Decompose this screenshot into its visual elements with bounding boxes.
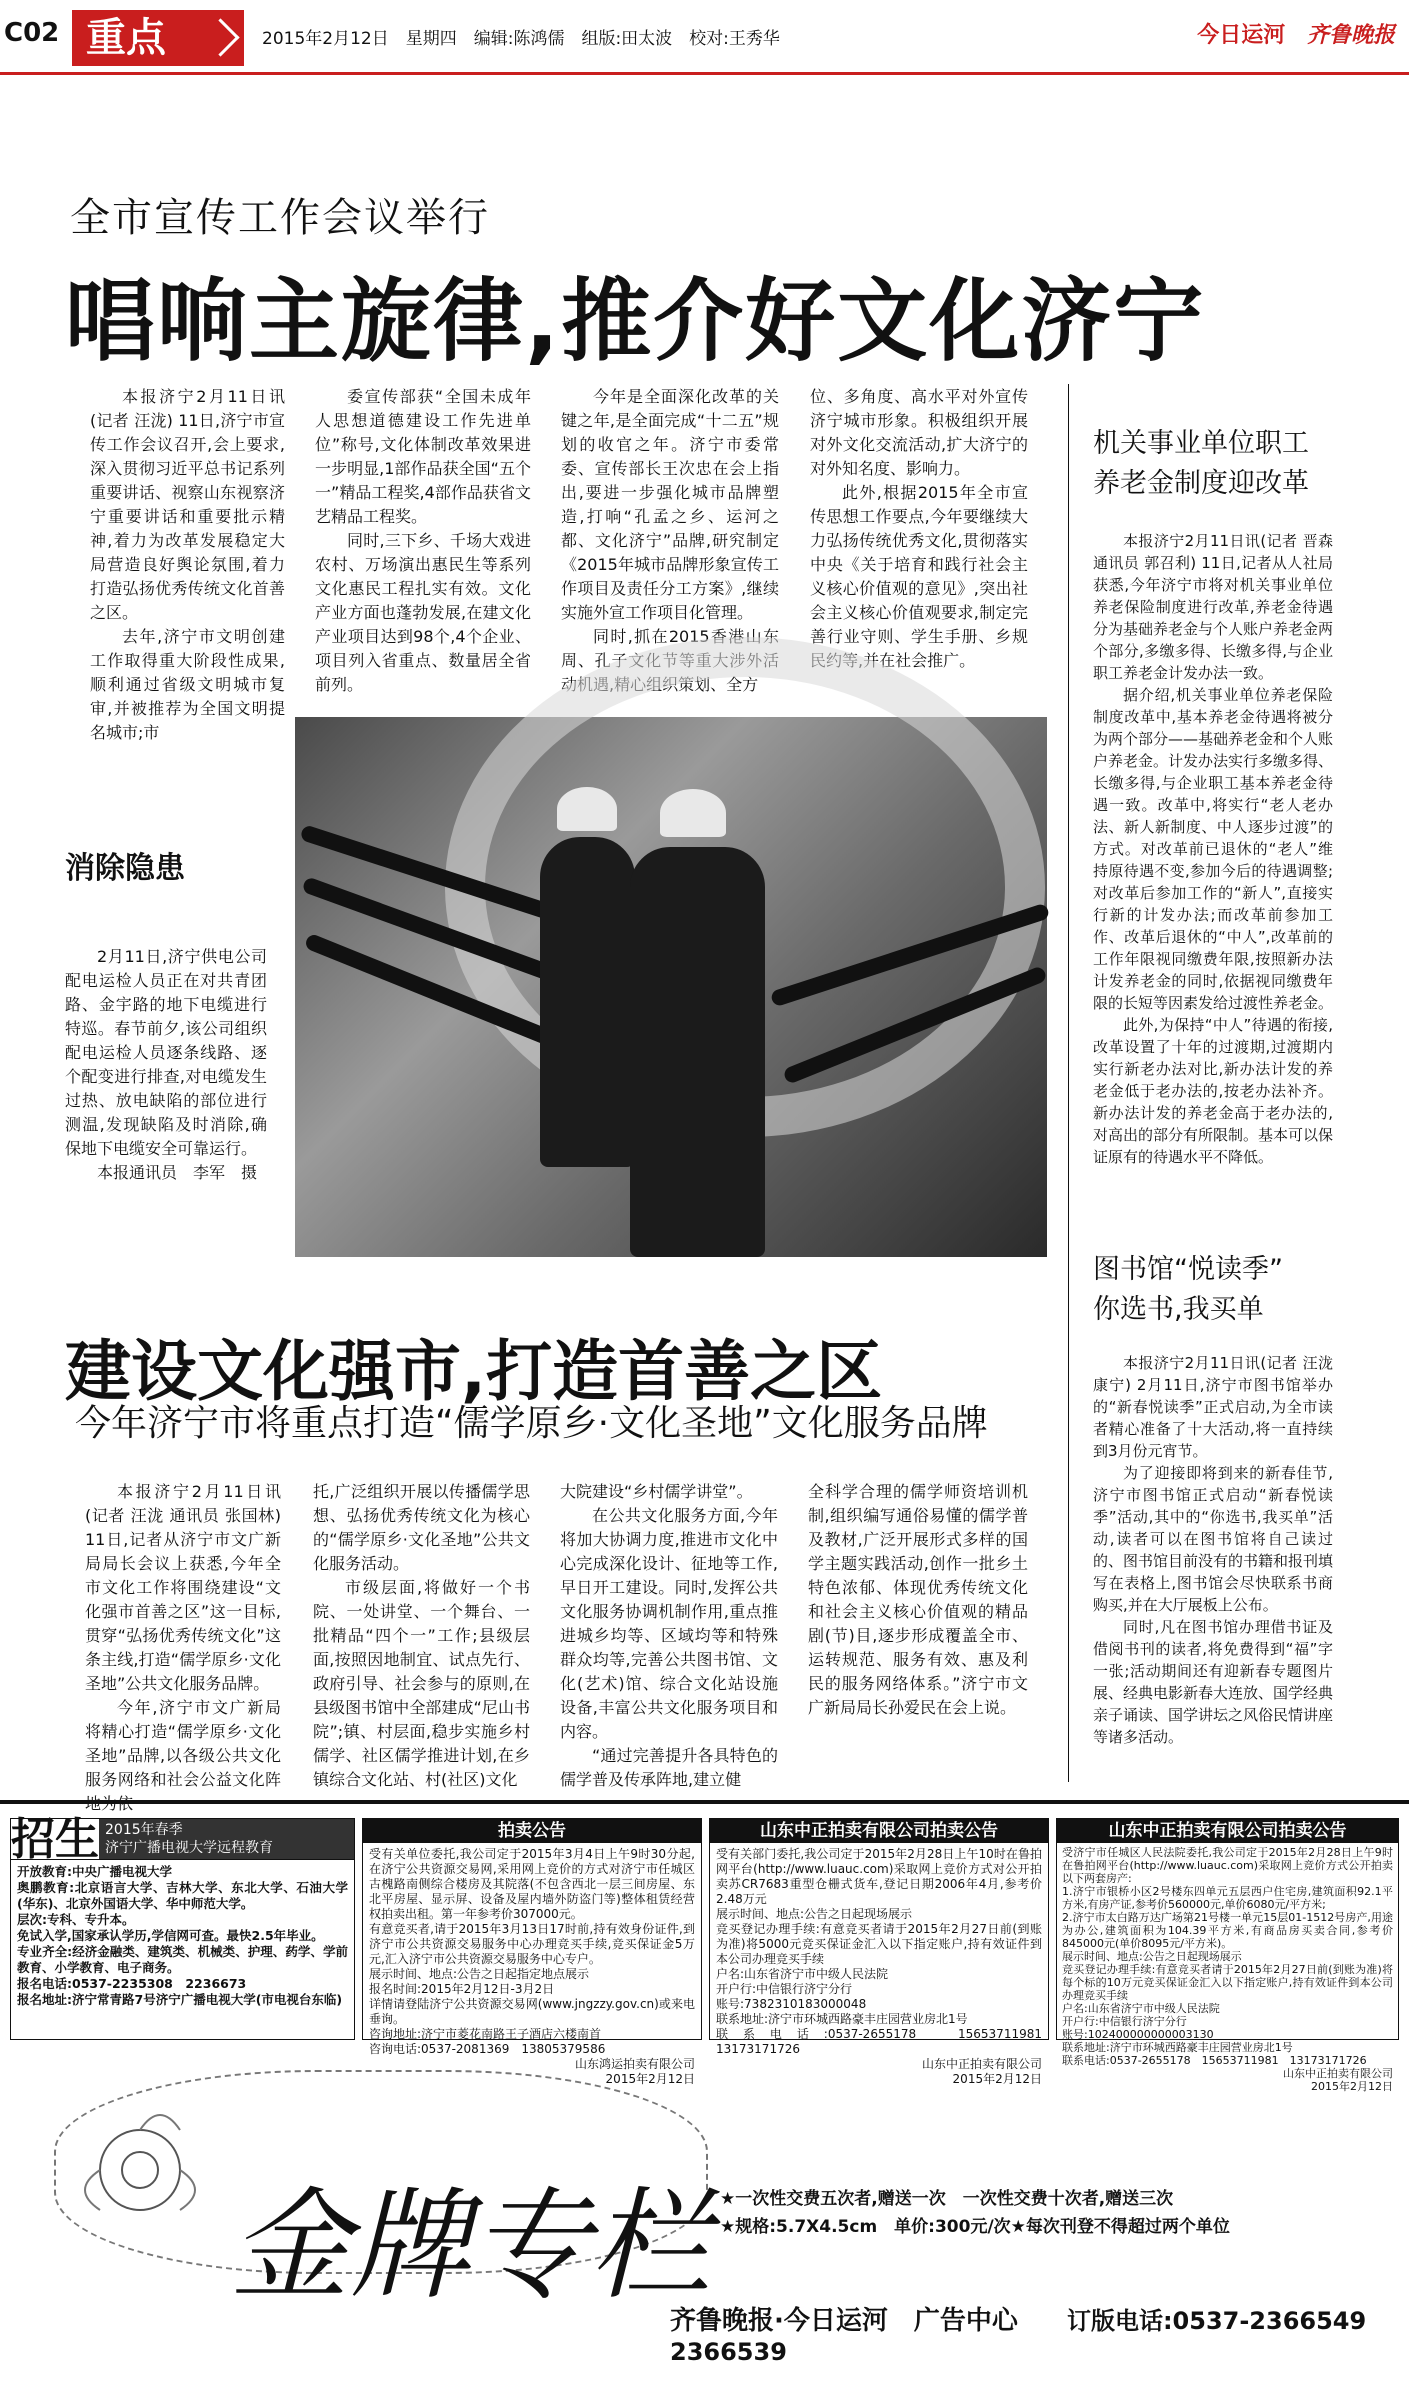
auction-line: 详情请登陆济宁公共资源交易网(www.jngzzy.gov.cn)或来电垂询。 xyxy=(369,1997,695,2026)
auction-signoff: 山东中正拍卖有限公司 xyxy=(1283,2067,1393,2080)
paragraph: 大院建设“乡村儒学讲堂”。 xyxy=(560,1482,753,1501)
auction-line: 展示时间、地点:公告之日起指定地点展示 xyxy=(369,1967,590,1981)
library-title-line-1: 图书馆“悦读季” xyxy=(1093,1254,1283,1285)
lead-col-4 xyxy=(810,385,1028,673)
lead-headline: 唱响主旋律,推介好文化济宁 xyxy=(65,269,1206,374)
auction-line: 户名:山东省济宁市中级人民法院 xyxy=(1062,2002,1220,2015)
paragraph: 本报济宁2月11日讯(记者 汪泷) 11日,济宁市宣传工作会议召开,会上要求,深入贯彻习近平总书记系列重要讲话、视察山东视察济宁重要讲话和重要批示精神,着力为改革发展稳定大局营造良好舆论氛围,着力打造弘扬优秀传统文化首善之区。 xyxy=(90,387,285,622)
auction-ad-1 xyxy=(362,1818,702,2086)
auction-line: 联系地址:济宁市环城西路豪丰庄园营业房北1号 xyxy=(716,2012,968,2026)
paragraph: 市级层面,将做好一个书院、一处讲堂、一个舞台、一批精品“四个一”工作;县级层面,按照因地制宜、试点先行、政府引导、社会参与的原则,在县级图书馆中全部建成“尼山书院”;镇、村层面,稳步实施乡村儒学、社区儒学推进计划,在乡镇综合文化站、村(社区)文化 xyxy=(313,1578,530,1789)
recruit-ad xyxy=(10,1813,355,2040)
photo-helmet xyxy=(660,789,726,837)
culture-col-2 xyxy=(313,1480,530,1792)
jinpai-offer-line: ★一次性交费五次者,赠送一次 一次性交费十次者,赠送三次 xyxy=(720,2189,1174,2209)
library-title-line-2: 你选书,我买单 xyxy=(1093,1294,1264,1325)
auction-1-body xyxy=(363,1843,701,2091)
culture-col-1 xyxy=(85,1480,281,1816)
culture-headline: 建设文化强市,打造首善之区 xyxy=(65,1333,883,1410)
chevron-right-icon xyxy=(201,18,239,56)
paragraph: 位、多角度、高水平对外宣传济宁城市形象。积极组织开展对外文化交流活动,扩大济宁的对外知名度、影响力。 xyxy=(810,387,1028,478)
auction-line: 受有关单位委托,我公司定于2015年3月4日上午9时30分起,在济宁公共资源交易网,采用网上竞价的方式对济宁市任城区古槐路南侧综合楼房及其院落(不包含西北一层三间房屋、东北平房屋、显示屏、设备及屋内墙外防盗门等)整体租赁经营权拍卖出租。第一年参考价307000元。 xyxy=(369,1847,695,1921)
paragraph: 托,广泛组织开展以传播儒学思想、弘扬优秀传统文化为核心的“儒学原乡·文化圣地”公共文化服务活动。 xyxy=(313,1482,530,1573)
auction-line: 账号:102400000000003130 xyxy=(1062,2028,1214,2041)
newspaper-logo: 齐鲁晚报 xyxy=(1306,22,1395,48)
photo-credit: 本报通讯员 李军 摄 xyxy=(97,1163,258,1182)
paragraph: 此外,根据2015年全市宣传思想工作要点,今年要继续大力弘扬传统优秀文化,贯彻落实中央《关于培育和践行社会主义核心价值观的意见》,突出社会主义核心价值观要求,制定完善行业守则、学生手册、乡规民约等,并在社会推广。 xyxy=(810,483,1028,670)
paragraph: 本报济宁2月11日讯(记者 汪泷 通讯员 张国林) 11日,记者从济宁市文广新局局长会议上获悉,今年全市文化工作将围绕建设“文化强市首善之区”这一目标,贯穿“弘扬优秀传统文化”这条主线,打造“儒学原乡·文化圣地”公共文化服务品牌。 xyxy=(85,1482,281,1693)
paragraph: 同时,凡在图书馆办理借书证及借阅书刊的读者,将免费得到“福”字一张;活动期间还有迎新春专题图片展、经典电影新春大连放、国学经典亲子诵读、国学讲坛之风俗民情讲座等诸多活动。 xyxy=(1093,1618,1334,1746)
paragraph: 同时,三下乡、千场大戏进农村、万场演出惠民生等系列文化惠民工程扎实有效。文化产业方面也蓬勃发展,在建文化产业项目达到98个,4个企业、项目列入省重点、数量居全省前列。 xyxy=(315,531,531,694)
jinpai-calligraphy: 金牌专栏 xyxy=(230,2177,710,2316)
section-label-text: 重点 xyxy=(86,15,166,61)
paragraph: 本报济宁2月11日讯(记者 汪泷 康宁) 2月11日,济宁市图书馆举办的“新春悦读季”正式启动,为全市读者精心准备了十大活动,将一直持续到3月份元宵节。 xyxy=(1093,1354,1333,1460)
paragraph: 为了迎接即将到来的新春佳节,济宁市图书馆正式启动“新春悦读季”活动,其中的“你选书,我买单”活动,读者可以在图书馆将自己读过的、图书馆目前没有的书籍和报刊填写在表格上,图书馆会尽快联系书商购买,并在大厅展板上公布。 xyxy=(1093,1464,1334,1614)
paragraph: 全科学合理的儒学师资培训机制,组织编写通俗易懂的儒学普及教材,广泛开展形式多样的国学主题实践活动,创作一批乡土特色浓郁、体现优秀传统文化和社会主义核心价值观的精品剧(节)目,逐步形成覆盖全市、运转规范、服务有效、惠及利民的服务网络体系。”济宁市文广新局局长孙爱民在会上说。 xyxy=(808,1482,1028,1717)
paragraph: 今年是全面深化改革的关键之年,是全面完成“十二五”规划的收官之年。济宁市委常委、宣传部长王次忠在会上指出,要进一步强化城市品牌塑造,打响“孔孟之乡、运河之都、文化济宁”品牌,研究制定《2015年城市品牌形象宣传工作项目及责任分工方案》,继续实施外宣工作项目化管理。 xyxy=(561,387,779,622)
flower-decoration-icon xyxy=(60,2090,220,2260)
recruit-body xyxy=(11,1860,354,2012)
auction-line: 展示时间、地点:公告之日起现场展示 xyxy=(1062,1950,1242,1963)
paragraph: 今年,济宁市文广新局将精心打造“儒学原乡·文化圣地”品牌,以各级公共文化服务网络和社会公益文化阵 xyxy=(85,1698,281,1789)
auction-date: 2015年2月12日 xyxy=(605,2072,695,2086)
auction-signoff: 山东中正拍卖有限公司 xyxy=(921,2057,1042,2071)
recruit-season: 2015年春季 xyxy=(105,1822,183,1838)
auction-ad-2 xyxy=(709,1818,1055,2086)
header-right-tag: 今日运河 xyxy=(1197,23,1286,48)
auction-line: 受有关部门委托,我公司定于2015年2月28日上午10时在鲁拍网平台(http://www.luauc.com)采取网上竞价方式对公开拍卖苏CR7683重型仓栅式货车,登记日期2006年4月,参考价2.48万元 xyxy=(716,1847,1042,1906)
photo-helmet xyxy=(557,787,617,831)
paragraph: 据介绍,机关事业单位养老保险制度改革中,基本养老金待遇将被分为两个部分——基础养老金和个人账户养老金。计发办法实行多缴多得、长缴多得,与企业职工基本养老金待遇一致。改革中,将实行“老人老办法、新人新制度、中人逐步过渡”的方式。对改革前已退休的“老人”维持原待遇不变,参加今后的待遇调整;对改革后参加工作的“新人”,直接实行新的计发办法;而改革前参加工作、改革后退休的“中人”,改革前的工作年限视同缴费年限,按照新办法计发养老金的同时,依据视同缴费年限的长短等因素发给过渡性养老金。 xyxy=(1093,686,1334,1012)
auction-2-body xyxy=(710,1843,1055,2091)
auction-1-title: 拍卖公告 xyxy=(363,1819,701,1843)
culture-subhead: 今年济宁市将重点打造“儒学原乡·文化圣地”文化服务品牌 xyxy=(75,1403,988,1444)
pension-title-line-2: 养老金制度迎改革 xyxy=(1093,468,1309,499)
culture-col-4 xyxy=(808,1480,1028,1720)
recruit-line: 报名电话:0537-2235308 2236673 xyxy=(17,1976,247,1991)
auction-date: 2015年2月12日 xyxy=(952,2072,1042,2086)
recruit-banner xyxy=(99,1819,354,1859)
recruit-line: 层次:专科、专升本。 xyxy=(17,1912,135,1927)
auction-ad-3 xyxy=(1056,1818,1399,2093)
recruit-big-label: 招生 xyxy=(11,1813,99,1865)
auction-3-title: 山东中正拍卖有限公司拍卖公告 xyxy=(1057,1819,1398,1843)
recruit-line: 奥鹏教育:北京语言大学、吉林大学、东北大学、石油大学(华东)、北京外国语大学、华中师范大学。 xyxy=(17,1880,348,1911)
lead-col-2 xyxy=(315,385,531,697)
auction-line: 竞买登记办理手续:有意竞买者请于2015年2月27日前(到账为准)将每个标的10万元竞买保证金汇入以下指定账户,持有效证件到本公司办理竞买手续 xyxy=(1062,1963,1393,2002)
paragraph: 委宣传部获“全国未成年人思想道德建设工作先进单位”称号,文化体制改革效果进一步明显,1部作品获全国“五个一”精品工程奖,4部作品获省文艺精品工程奖。 xyxy=(315,387,531,526)
paragraph: 2月11日,济宁供电公司配电运检人员正在对共青团路、金宇路的地下电缆进行特巡。春节前夕,该公司组织配电运检人员逐条线路、逐个配变进行排查,对电缆发生过热、放电缺陷的部位进行测温,发现缺陷及时消除,确保地下电缆安全可靠运行。 xyxy=(65,947,267,1158)
recruit-line: 免试入学,国家承认学历,学信网可查。最快2.5年毕业。 xyxy=(17,1928,324,1943)
paragraph: 在公共文化服务方面,今年将加大协调力度,推进市文化中心完成深化设计、征地等工作,早日开工建设。同时,发挥公共文化服务协调机制作用,重点推进城乡均等、区域均等和特殊群众均等,完善公共图书馆、文化(艺术)馆、综合文化站设施设备,丰富公共文化服务项目和内容。 xyxy=(560,1506,778,1741)
auction-line: 报名时间:2015年2月12日-3月2日 xyxy=(369,1982,555,1996)
photo-title: 消除隐患 xyxy=(65,851,185,886)
auction-line: 受济宁市任城区人民法院委托,我公司定于2015年2月28日上午9时在鲁拍网平台(http://www.luauc.com)采取网上竞价方式公开拍卖以下两套房产: xyxy=(1062,1846,1393,1885)
header-right xyxy=(1197,18,1395,49)
auction-line: 户名:山东省济宁市中级人民法院 xyxy=(716,1967,889,1981)
auction-line: 联系电话:0537-2655178 15653711981 13173171726 xyxy=(716,2027,1055,2056)
page-number: C02 xyxy=(4,18,60,48)
recruit-line: 报名地址:济宁常青路7号济宁广播电视大学(市电视台东临) xyxy=(17,1992,343,2007)
paragraph: 同时,抓在2015香港山东周、孔子文化节等重大涉外活动机遇,精心组织策划、全方 xyxy=(561,627,779,694)
auction-line: 联系地址:济宁市环城西路豪丰庄园营业房北1号 xyxy=(1062,2041,1293,2054)
library-body xyxy=(1093,1352,1333,1748)
photo-worker xyxy=(540,837,635,1167)
pension-title xyxy=(1093,424,1309,504)
auction-line: 1.济宁市银桥小区2号楼东四单元五层西户住宅房,建筑面积92.1平方米,有房产证,参考价560000元,单价6080元/平方米; xyxy=(1062,1885,1393,1911)
auction-3-body xyxy=(1057,1843,1398,2096)
section-label xyxy=(72,10,244,66)
lead-kicker: 全市宣传工作会议举行 xyxy=(70,195,490,241)
auction-line: 联系电话:0537-2655178 15653711981 13173171726 xyxy=(1062,2054,1367,2067)
auction-line: 账号:7382310183000048 xyxy=(716,1997,867,2011)
jinpai-offers xyxy=(720,2185,1380,2241)
auction-line: 开户行:中信银行济宁分行 xyxy=(716,1982,853,1996)
issue-meta: 2015年2月12日 星期四 编辑:陈鸿儒 组版:田太波 校对:王秀华 xyxy=(262,29,780,49)
auction-2-title: 山东中正拍卖有限公司拍卖公告 xyxy=(710,1819,1048,1843)
recruit-line: 开放教育:中央广播电视大学 xyxy=(17,1864,172,1879)
ad-center-name: 齐鲁晚报·今日运河 广告中心 xyxy=(670,2306,1018,2336)
auction-line: 开户行:中信银行济宁分行 xyxy=(1062,2015,1187,2028)
auction-line: 展示时间、地点:公告之日起现场展示 xyxy=(716,1907,913,1921)
ads-rule xyxy=(0,1800,1409,1804)
auction-line: 咨询电话:0537-2081369 13805379586 xyxy=(369,2042,606,2056)
ad-center-footer xyxy=(670,2300,1409,2367)
news-photo xyxy=(295,717,1047,1257)
recruit-school: 济宁广播电视大学远程教育 xyxy=(105,1840,273,1856)
photo-caption xyxy=(65,945,267,1185)
auction-date: 2015年2月12日 xyxy=(1311,2080,1393,2093)
ad-center-phone: 订版电话:0537-2366549 2366539 xyxy=(670,2307,1391,2366)
recruit-line: 专业齐全:经济金融类、建筑类、机械类、护理、药学、学前教育、小学教育、电子商务。 xyxy=(17,1944,348,1975)
lead-col-1 xyxy=(90,385,285,745)
paragraph: 去年,济宁市文明创建工作取得重大阶段性成果,顺利通过省级文明城市复审,并被推荐为全国文明提名城市;市 xyxy=(90,627,285,742)
jinpai-offer-line: ★规格:5.7X4.5cm 单价:300元/次★每次刊登不得超过两个单位 xyxy=(720,2217,1230,2237)
column-divider xyxy=(1068,384,1069,1782)
auction-line: 有意竞买者,请于2015年3月13日17时前,持有效身份证件,到济宁市公共资源交易服务中心办理竞买手续,竞买保证金5万元,汇入济宁市公共资源交易服务中心专户。 xyxy=(369,1922,695,1966)
library-title xyxy=(1093,1250,1283,1330)
pension-title-line-1: 机关事业单位职工 xyxy=(1093,428,1309,459)
paragraph: “通过完善提升各具特色的儒学普及传承阵地,建立健 xyxy=(560,1746,778,1789)
auction-line: 2.济宁市太白路万达广场第21号楼一单元15层01-1512号房产,用途为办公,建筑面积为104.39平方米,有商品房买卖合同,参考价845000元(单价8095元/平方米)。 xyxy=(1062,1911,1393,1950)
paragraph: 此外,为保持“中人”待遇的衔接,改革设置了十年的过渡期,过渡期内实行新老办法对比,新办法计发的养老金低于老办法的,按老办法补齐。新办法计发的养老金高于老办法的,对高出的部分有所限制。基本可以保证原有的待遇水平不降低。 xyxy=(1093,1016,1334,1166)
header-rule xyxy=(0,72,1409,75)
pension-body xyxy=(1093,530,1333,1168)
auction-line: 咨询地址:济宁市菱花南路王子酒店六楼南首 xyxy=(369,2027,602,2041)
paragraph: 本报济宁2月11日讯(记者 晋森 通讯员 郭召利) 11日,记者从人社局获悉,今年济宁市将对机关事业单位养老保险制度进行改革,养老金待遇分为基础养老金与个人账户养老金两个部分,多缴多得、长缴多得,与企业职工养老金计发办法一致。 xyxy=(1093,532,1334,682)
auction-line: 竞买登记办理手续:有意竞买者请于2015年2月27日前(到账为准)将5000元竞买保证金汇入以下指定账户,持有效证件到本公司办理竞买手续 xyxy=(716,1922,1042,1966)
auction-signoff: 山东鸿运拍卖有限公司 xyxy=(574,2057,695,2071)
culture-col-3 xyxy=(560,1480,778,1792)
photo-worker xyxy=(630,847,765,1257)
